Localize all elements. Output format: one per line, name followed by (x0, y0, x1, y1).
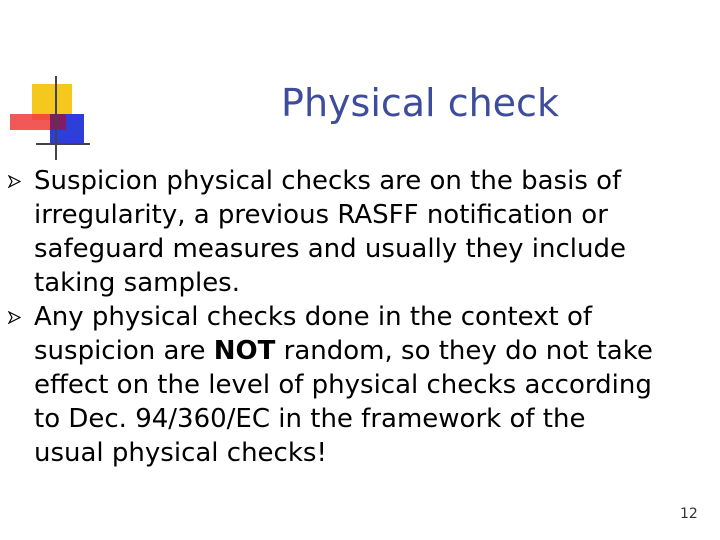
bullet-item (0, 300, 710, 470)
arrow-bullet-icon (8, 311, 21, 324)
emphasis-not: NOT (213, 336, 276, 366)
arrow-bullet-icon (8, 175, 21, 188)
bullet-line: irregularity, a previous RASFF notification or (34, 200, 608, 230)
slide-title: Physical check (281, 81, 559, 125)
bullet-line-with-emphasis (34, 334, 710, 368)
bullet-line: Suspicion physical checks are on the basis of (34, 166, 622, 196)
bullet-line: Any physical checks done in the context of (34, 302, 593, 332)
bullet-line: usual physical checks! (34, 438, 327, 468)
bullet-line: safeguard measures and usually they include (34, 234, 626, 264)
bullet-text: random, so they do not take (283, 336, 653, 366)
decorative-logo (10, 76, 90, 160)
bullet-text: suspicion are (34, 336, 214, 366)
page-number: 12 (680, 506, 698, 522)
bullet-list (0, 164, 720, 470)
bullet-line: to Dec. 94/360/EC in the framework of the (34, 404, 586, 434)
bullet-line: taking samples. (34, 268, 240, 298)
bullet-item (0, 164, 710, 300)
decorative-squares-icon (10, 76, 90, 160)
bullet-line: effect on the level of physical checks according (34, 370, 652, 400)
